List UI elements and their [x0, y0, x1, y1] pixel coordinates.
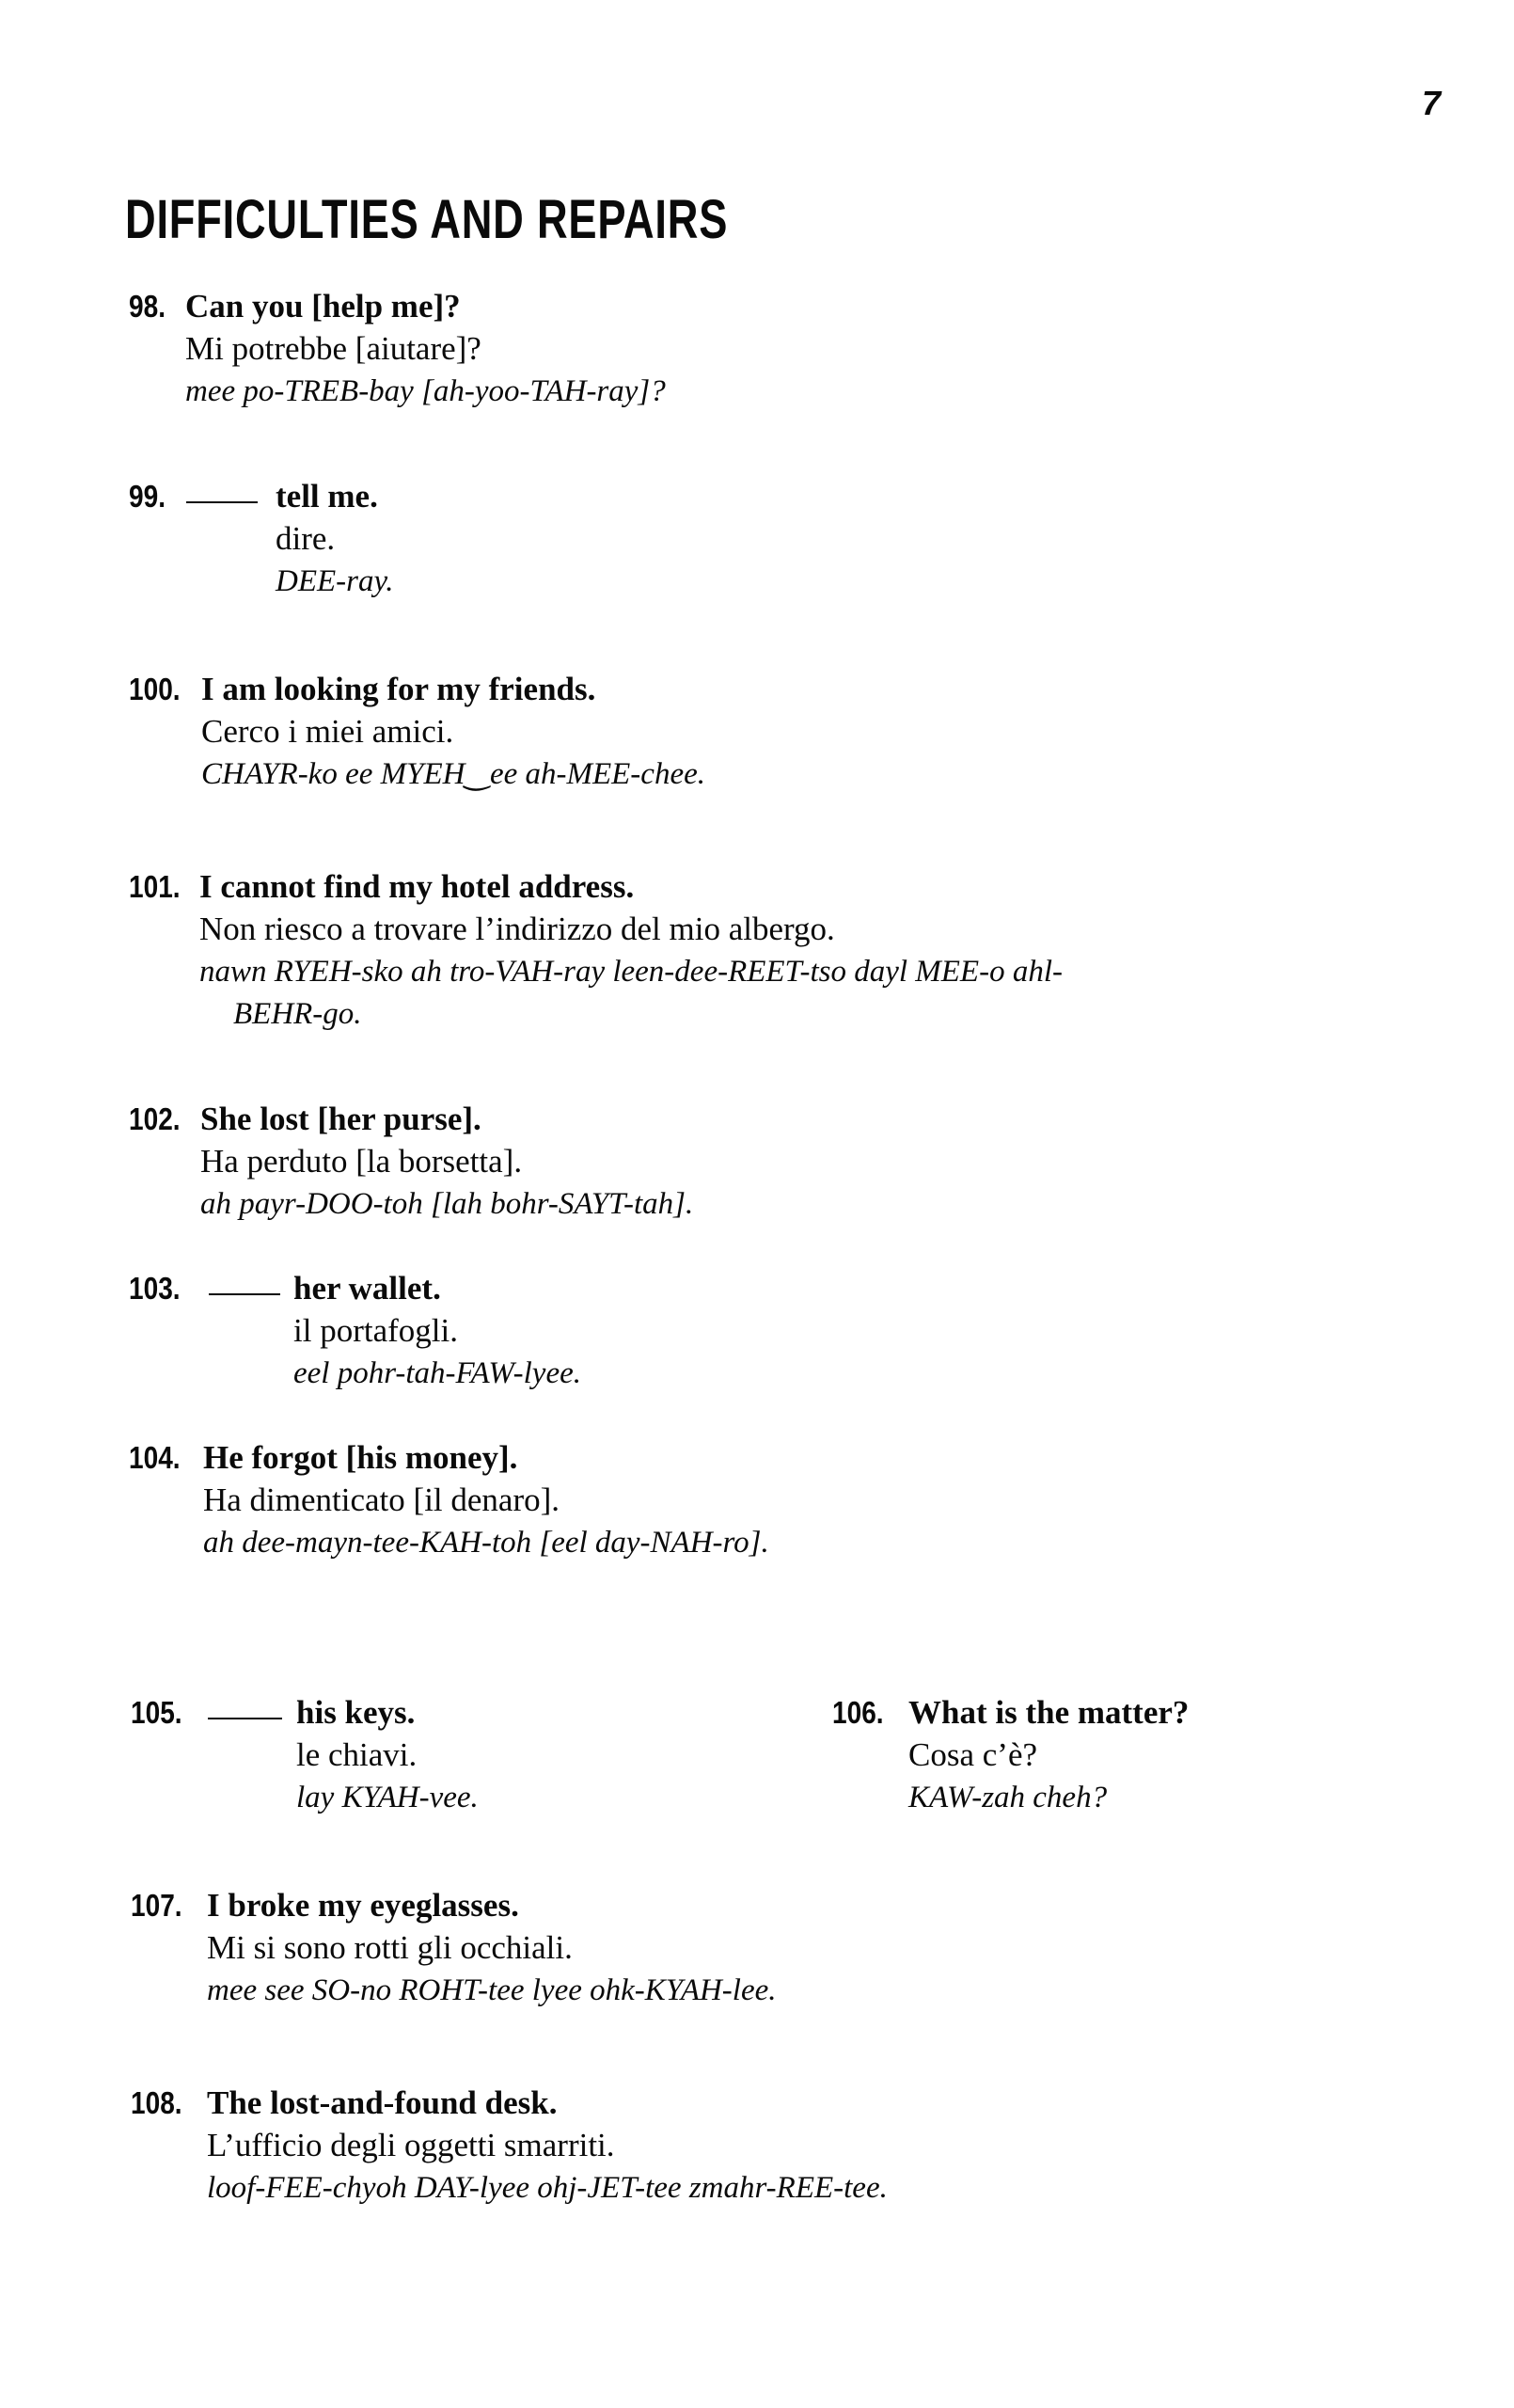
italian-translation: Ha perduto [la borsetta].: [200, 1143, 523, 1180]
english-phrase: What is the matter?: [908, 1694, 1190, 1731]
entry-number: 105.: [131, 1695, 182, 1730]
entry-number: 102.: [129, 1101, 181, 1136]
pronunciation: CHAYR-ko ee MYEH‿ee ah-MEE-chee.: [201, 757, 705, 791]
omission-dash: [208, 1718, 282, 1719]
italian-translation: Non riesco a trovare l’indirizzo del mio albergo.: [199, 911, 835, 947]
entry-number: 108.: [131, 2085, 182, 2120]
entry-number: 99.: [129, 479, 166, 514]
italian-translation: Ha dimenticato [il denaro].: [203, 1481, 560, 1518]
entry-number: 106.: [832, 1695, 884, 1730]
entry-number: 107.: [131, 1888, 182, 1923]
italian-translation: Cerco i miei amici.: [201, 713, 454, 750]
pronunciation: loof-FEE-chyoh DAY-lyee ohj-JET-tee zmahr-REE-tee.: [207, 2171, 888, 2205]
italian-translation: L’ufficio degli oggetti smarriti.: [207, 2127, 615, 2163]
pronunciation: eel pohr-tah-FAW-lyee.: [293, 1356, 581, 1390]
english-phrase: tell me.: [276, 478, 378, 515]
pronunciation: mee see SO-no ROHT-tee lyee ohk-KYAH-lee.: [207, 1973, 777, 2007]
pronunciation: DEE-ray.: [276, 564, 394, 598]
italian-translation: Mi si sono rotti gli occhiali.: [207, 1929, 573, 1966]
english-phrase: I cannot find my hotel address.: [199, 868, 635, 905]
english-phrase: Can you [help me]?: [185, 288, 461, 325]
italian-translation: dire.: [276, 520, 336, 557]
entry-number: 103.: [129, 1271, 181, 1306]
english-phrase: I broke my eyeglasses.: [207, 1887, 519, 1924]
italian-translation: Mi potrebbe [aiutare]?: [185, 330, 481, 367]
entry-number: 104.: [129, 1440, 181, 1475]
pronunciation: mee po-TREB-bay [ah-yoo-TAH-ray]?: [185, 374, 666, 408]
english-phrase: She lost [her purse].: [200, 1101, 481, 1137]
pronunciation: ah dee-mayn-tee-KAH-toh [eel day-NAH-ro].: [203, 1526, 769, 1560]
entry-number: 98.: [129, 289, 166, 324]
section-heading: DIFFICULTIES AND REPAIRS: [125, 189, 729, 250]
english-phrase: her wallet.: [293, 1270, 441, 1307]
page-number: 7: [1422, 84, 1442, 122]
pronunciation: KAW-zah cheh?: [908, 1781, 1108, 1814]
pronunciation: ah payr-DOO-toh [lah bohr-SAYT-tah].: [200, 1187, 694, 1221]
pronunciation: lay KYAH-vee.: [296, 1781, 479, 1814]
pronunciation: nawn RYEH-sko ah tro-VAH-ray leen-dee-REET-tso dayl MEE-o ahl-: [199, 955, 1063, 989]
english-phrase: The lost-and-found desk.: [207, 2084, 558, 2121]
english-phrase: I am looking for my friends.: [201, 671, 596, 707]
entry-number: 101.: [129, 869, 181, 904]
entry-number: 100.: [129, 672, 181, 706]
english-phrase: He forgot [his money].: [203, 1439, 518, 1476]
italian-translation: il portafogli.: [293, 1312, 458, 1349]
italian-translation: le chiavi.: [296, 1736, 418, 1773]
english-phrase: his keys.: [296, 1694, 416, 1731]
omission-dash: [186, 501, 258, 503]
pronunciation-continuation: BEHR-go.: [233, 997, 362, 1031]
italian-translation: Cosa c’è?: [908, 1736, 1038, 1773]
omission-dash: [209, 1293, 280, 1295]
